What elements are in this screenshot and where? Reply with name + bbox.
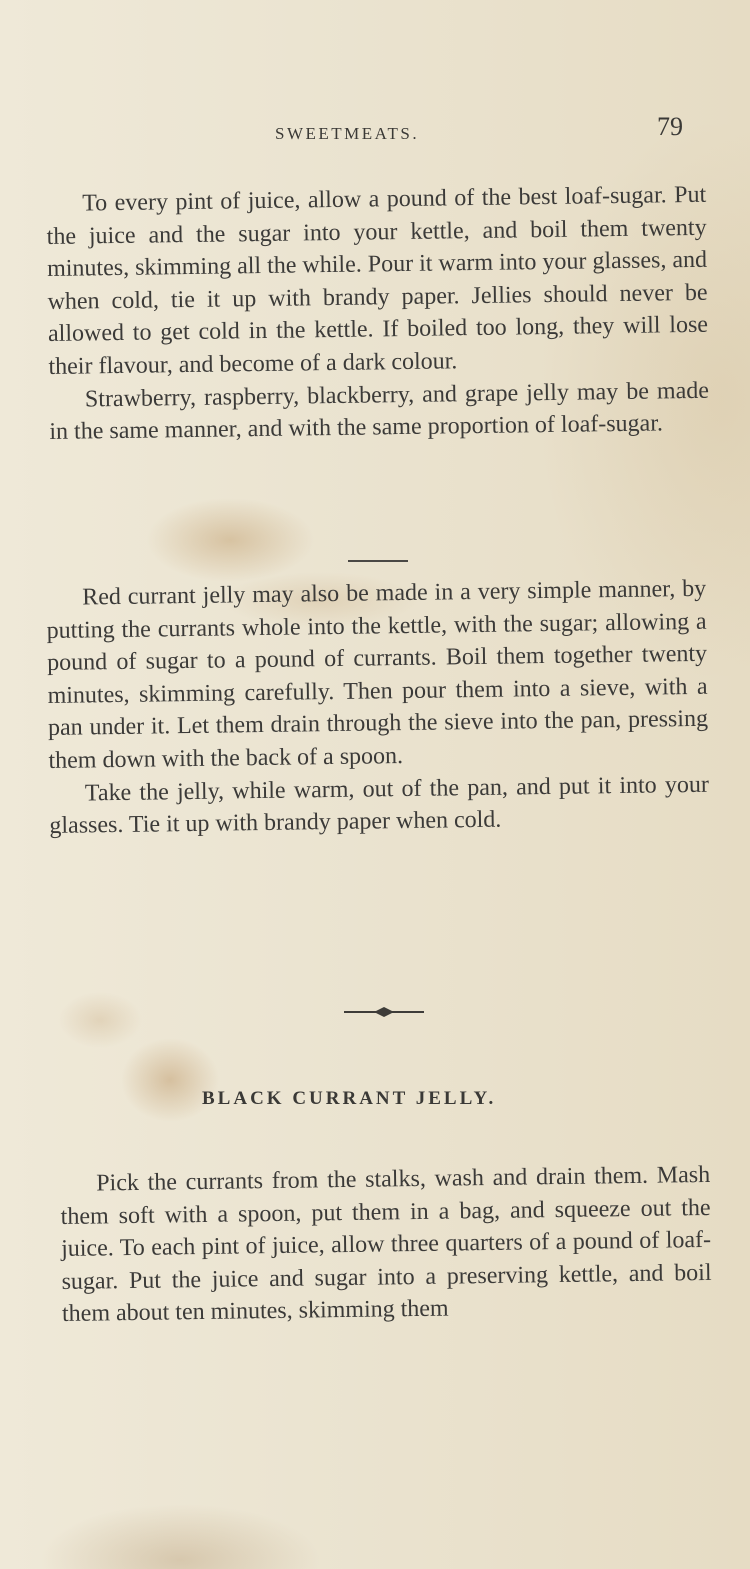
paragraph: Strawberry, raspberry, blackberry, and grape jelly may be made in the same manner, and with the same proportion of loaf-sugar. (49, 377, 710, 446)
paragraph: To every pint of juice, allow a pound of the best loaf-sugar. Put the juice and the sugar into your kettle, and boil them twenty minutes, skimming all the while. Pour it warm into your glasses, and when cold, tie it up with brandy paper. Jellies should never be allowed to get cold in the kettle. If boiled too long, they will lose their flavour, and become of a dark colour. (46, 181, 709, 380)
section-1-text (46, 179, 710, 449)
section-heading: BLACK CURRANT JELLY. (202, 1088, 497, 1109)
running-head: SWEETMEATS. (275, 124, 420, 143)
paragraph: Red currant jelly may also be made in a very simple manner, by putting the currants whole into the kettle, with the sugar; allowing a pound of sugar to a pound of currants. Boil them together twenty minutes, skimming carefully. Then pour them into a sieve, with a pan under it. Let them drain through the sieve into the pan, pressing them down with the back of a spoon. (46, 575, 709, 774)
section-3-text (60, 1159, 712, 1331)
paragraph: Pick the currants from the stalks, wash and drain them. Mash them soft with a spoon, put them in a bag, and squeeze out the juice. To each pint of juice, allow three quarters of a pound of loaf-sugar. Put the juice and sugar into a preserving kettle, and boil them about ten minutes, skimming them (60, 1161, 712, 1328)
section-2-text (46, 573, 710, 843)
ornament-divider (344, 1005, 424, 1019)
page-number: 79 (657, 112, 683, 141)
paragraph: Take the jelly, while warm, out of the pan, and put it into your glasses. Tie it up with brandy paper when cold. (49, 771, 710, 840)
section-divider-rule (348, 560, 408, 562)
